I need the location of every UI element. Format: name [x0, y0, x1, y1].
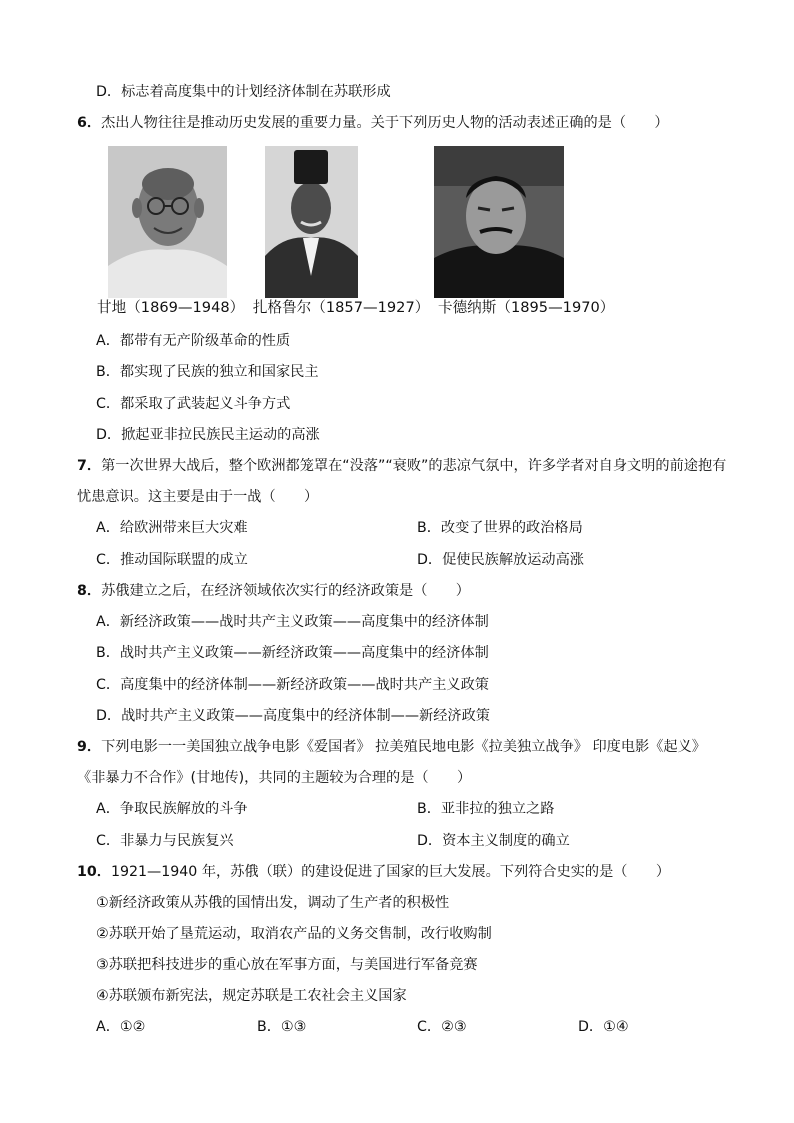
q8-stem-text: 苏俄建立之后，在经济领域依次实行的经济政策是（ ） — [101, 583, 470, 599]
q9-stem-line1 — [77, 737, 706, 757]
q9-option-a: A．争取民族解放的斗争 — [96, 801, 248, 817]
q6-option-c: C．都采取了武装起义斗争方式 — [96, 396, 291, 412]
q6-option-d: D．掀起亚非拉民族民主运动的高涨 — [96, 427, 320, 443]
q9-option-b: B．亚非拉的独立之路 — [417, 801, 555, 817]
caption-zaghloul: 扎格鲁尔（1857—1927） — [252, 299, 430, 316]
q10-option-c: C．②③ — [417, 1019, 467, 1035]
q6-number: 6． — [77, 115, 102, 131]
q7-number: 7． — [77, 458, 102, 474]
q7-option-c: C．推动国际联盟的成立 — [96, 552, 248, 568]
gandhi-photo — [108, 146, 227, 298]
q7-option-d: D．促使民族解放运动高涨 — [417, 552, 584, 568]
q10-statement-4: ④苏联颁布新宪法，规定苏联是工农社会主义国家 — [96, 988, 407, 1004]
q9-stem-text: 下列电影一一美国独立战争电影《爱国者》 拉美殖民地电影《拉美独立战争》 印度电影《起义》 — [101, 739, 706, 755]
q8-option-c: C．高度集中的经济体制——新经济政策——战时共产主义政策 — [96, 677, 489, 693]
q10-option-a: A．①② — [96, 1019, 146, 1035]
q10-stem — [77, 862, 670, 882]
q8-stem — [77, 581, 470, 601]
q6-option-a: A．都带有无产阶级革命的性质 — [96, 333, 291, 349]
q10-statement-1: ①新经济政策从苏俄的国情出发，调动了生产者的积极性 — [96, 895, 450, 911]
q10-option-b: B．①③ — [257, 1019, 307, 1035]
q10-statement-2: ②苏联开始了垦荒运动，取消农产品的义务交售制，改行收购制 — [96, 926, 492, 942]
q7-stem-line2: 忧患意识。这主要是由于一战（ ） — [77, 489, 319, 505]
q8-option-a: A．新经济政策——战时共产主义政策——高度集中的经济体制 — [96, 614, 489, 630]
q7-option-a: A．给欧洲带来巨大灾难 — [96, 520, 248, 536]
q6-option-b: B．都实现了民族的独立和国家民主 — [96, 364, 319, 380]
q9-option-c: C．非暴力与民族复兴 — [96, 833, 234, 849]
q9-number: 9． — [77, 739, 102, 755]
q6-stem — [77, 113, 669, 133]
q7-option-b: B．改变了世界的政治格局 — [417, 520, 583, 536]
caption-cardenas: 卡德纳斯（1895—1970） — [437, 299, 615, 316]
q6-stem-text: 杰出人物往往是推动历史发展的重要力量。关于下列历史人物的活动表述正确的是（ ） — [101, 115, 669, 131]
photo-captions — [97, 298, 618, 318]
zaghloul-photo — [265, 146, 358, 298]
q9-stem-line2: 《非暴力不合作》(甘地传)，共同的主题较为合理的是（ ） — [77, 770, 472, 786]
q8-number: 8． — [77, 583, 102, 599]
q7-stem-line1 — [77, 456, 726, 476]
q10-number: 10． — [77, 864, 111, 880]
q10-option-d: D．①④ — [578, 1019, 629, 1035]
q8-option-d: D．战时共产主义政策——高度集中的经济体制——新经济政策 — [96, 708, 490, 724]
q9-option-d: D．资本主义制度的确立 — [417, 833, 570, 849]
q10-statement-3: ③苏联把科技进步的重心放在军事方面，与美国进行军备竞赛 — [96, 957, 478, 973]
q8-option-b: B．战时共产主义政策——新经济政策——高度集中的经济体制 — [96, 645, 489, 661]
q7-stem-text: 第一次世界大战后，整个欧洲都笼罩在“没落”“衰败”的悲凉气氛中，许多学者对自身文明的前途抱有 — [101, 458, 727, 474]
caption-gandhi: 甘地（1869—1948） — [97, 299, 245, 316]
cardenas-photo — [434, 146, 564, 298]
q10-stem-text: 1921—1940 年，苏俄（联）的建设促进了国家的巨大发展。下列符合史实的是（ ） — [110, 864, 671, 880]
q5-option-d: D．标志着高度集中的计划经济体制在苏联形成 — [96, 84, 391, 100]
